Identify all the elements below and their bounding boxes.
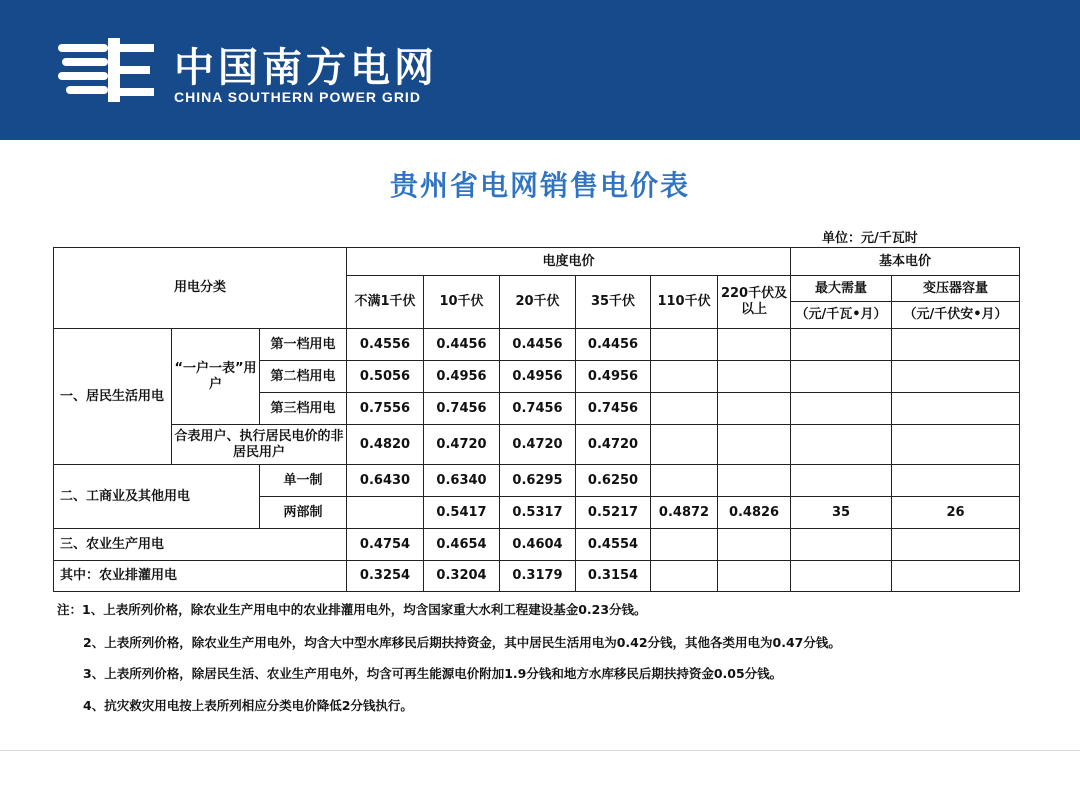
price-cell: 0.4820 — [347, 425, 424, 465]
empty-cell — [718, 329, 791, 361]
empty-cell — [718, 393, 791, 425]
header-max-demand: 最大需量 — [791, 276, 892, 302]
empty-cell — [651, 425, 718, 465]
max-demand-price: 35 — [791, 497, 892, 529]
empty-cell — [791, 529, 892, 561]
price-cell: 0.3204 — [424, 561, 500, 592]
header-voltage: 10千伏 — [424, 276, 500, 329]
header-banner — [0, 0, 1080, 140]
empty-cell — [651, 329, 718, 361]
note-4: 4、抗灾救灾用电按上表所列相应分类电价降低2分钱执行。 — [83, 698, 413, 713]
empty-cell — [791, 329, 892, 361]
price-cell: 0.4956 — [500, 361, 576, 393]
price-cell: 0.5056 — [347, 361, 424, 393]
price-cell: 0.3179 — [500, 561, 576, 592]
price-cell: 0.7456 — [500, 393, 576, 425]
empty-cell — [718, 361, 791, 393]
note-2: 2、上表所列价格，除农业生产用电外，均含大中型水库移民后期扶持资金，其中居民生活用电为0.42分钱，其他各类用电为0.47分钱。 — [83, 635, 841, 650]
empty-cell — [892, 425, 1020, 465]
header-basic-price: 基本电价 — [791, 248, 1020, 276]
tier-label: 第二档用电 — [260, 361, 347, 393]
price-cell: 0.4554 — [576, 529, 651, 561]
empty-cell — [651, 393, 718, 425]
price-cell: 0.4556 — [347, 329, 424, 361]
transformer-price: 26 — [892, 497, 1020, 529]
empty-cell — [718, 465, 791, 497]
tier-label: 第一档用电 — [260, 329, 347, 361]
row-group-residential: 一、居民生活用电 — [54, 329, 172, 465]
header-voltage: 35千伏 — [576, 276, 651, 329]
unit-label: 单位：元/千瓦时 — [822, 231, 918, 246]
single-rate-label: 单一制 — [260, 465, 347, 497]
empty-cell — [791, 465, 892, 497]
empty-cell — [718, 529, 791, 561]
price-cell: 0.5417 — [424, 497, 500, 529]
header-voltage: 110千伏 — [651, 276, 718, 329]
empty-cell — [718, 561, 791, 592]
price-cell: 0.6250 — [576, 465, 651, 497]
empty-cell — [892, 361, 1020, 393]
price-cell: 0.4754 — [347, 529, 424, 561]
price-cell: 0.4456 — [424, 329, 500, 361]
empty-cell — [791, 425, 892, 465]
empty-cell — [791, 361, 892, 393]
grid-logo-icon — [58, 38, 158, 102]
header-transformer-unit: （元/千伏安•月） — [892, 302, 1020, 329]
price-cell: 0.3254 — [347, 561, 424, 592]
row-irrigation: 其中：农业排灌用电 — [54, 561, 347, 592]
header-category: 用电分类 — [54, 248, 347, 329]
tier-label: 第三档用电 — [260, 393, 347, 425]
divider — [0, 750, 1080, 751]
price-cell: 0.3154 — [576, 561, 651, 592]
price-cell: 0.7556 — [347, 393, 424, 425]
price-cell: 0.4604 — [500, 529, 576, 561]
empty-cell — [892, 393, 1020, 425]
row-group-commercial: 二、工商业及其他用电 — [54, 465, 260, 529]
price-cell: 0.4956 — [576, 361, 651, 393]
header-voltage: 不满1千伏 — [347, 276, 424, 329]
empty-cell — [651, 561, 718, 592]
price-cell: 0.4956 — [424, 361, 500, 393]
price-cell: 0.4720 — [576, 425, 651, 465]
price-cell: 0.4720 — [500, 425, 576, 465]
empty-cell — [718, 425, 791, 465]
price-cell: 0.4654 — [424, 529, 500, 561]
price-cell: 0.4872 — [651, 497, 718, 529]
price-cell: 0.7456 — [576, 393, 651, 425]
empty-cell — [651, 465, 718, 497]
header-transformer: 变压器容量 — [892, 276, 1020, 302]
header-energy-price: 电度电价 — [347, 248, 791, 276]
empty-cell — [651, 361, 718, 393]
empty-cell — [892, 465, 1020, 497]
combined-user-label: 合表用户、执行居民电价的非居民用户 — [172, 425, 347, 465]
price-cell: 0.6295 — [500, 465, 576, 497]
price-cell — [347, 497, 424, 529]
price-cell: 0.4720 — [424, 425, 500, 465]
header-voltage: 220千伏及以上 — [718, 276, 791, 329]
empty-cell — [791, 393, 892, 425]
price-cell: 0.5217 — [576, 497, 651, 529]
price-cell: 0.6430 — [347, 465, 424, 497]
header-max-demand-unit: （元/千瓦•月） — [791, 302, 892, 329]
note-1: 注：1、上表所列价格，除农业生产用电中的农业排灌用电外，均含国家重大水利工程建设基金0.23分钱。 — [57, 602, 647, 617]
empty-cell — [892, 561, 1020, 592]
two-part-label: 两部制 — [260, 497, 347, 529]
price-cell: 0.4826 — [718, 497, 791, 529]
brand-name-cn: 中国南方电网 — [174, 45, 438, 91]
one-meter-user: “一户一表”用户 — [172, 329, 260, 425]
page-title: 贵州省电网销售电价表 — [389, 169, 690, 202]
price-cell: 0.4456 — [500, 329, 576, 361]
header-voltage: 20千伏 — [500, 276, 576, 329]
price-cell: 0.7456 — [424, 393, 500, 425]
price-cell: 0.5317 — [500, 497, 576, 529]
price-table — [53, 247, 1020, 592]
empty-cell — [651, 529, 718, 561]
price-cell: 0.6340 — [424, 465, 500, 497]
brand-name-en: CHINA SOUTHERN POWER GRID — [174, 89, 421, 105]
note-3: 3、上表所列价格，除居民生活、农业生产用电外，均含可再生能源电价附加1.9分钱和地方水库移民后期扶持资金0.05分钱。 — [83, 666, 783, 681]
empty-cell — [791, 561, 892, 592]
empty-cell — [892, 329, 1020, 361]
price-cell: 0.4456 — [576, 329, 651, 361]
row-group-agriculture: 三、农业生产用电 — [54, 529, 347, 561]
empty-cell — [892, 529, 1020, 561]
